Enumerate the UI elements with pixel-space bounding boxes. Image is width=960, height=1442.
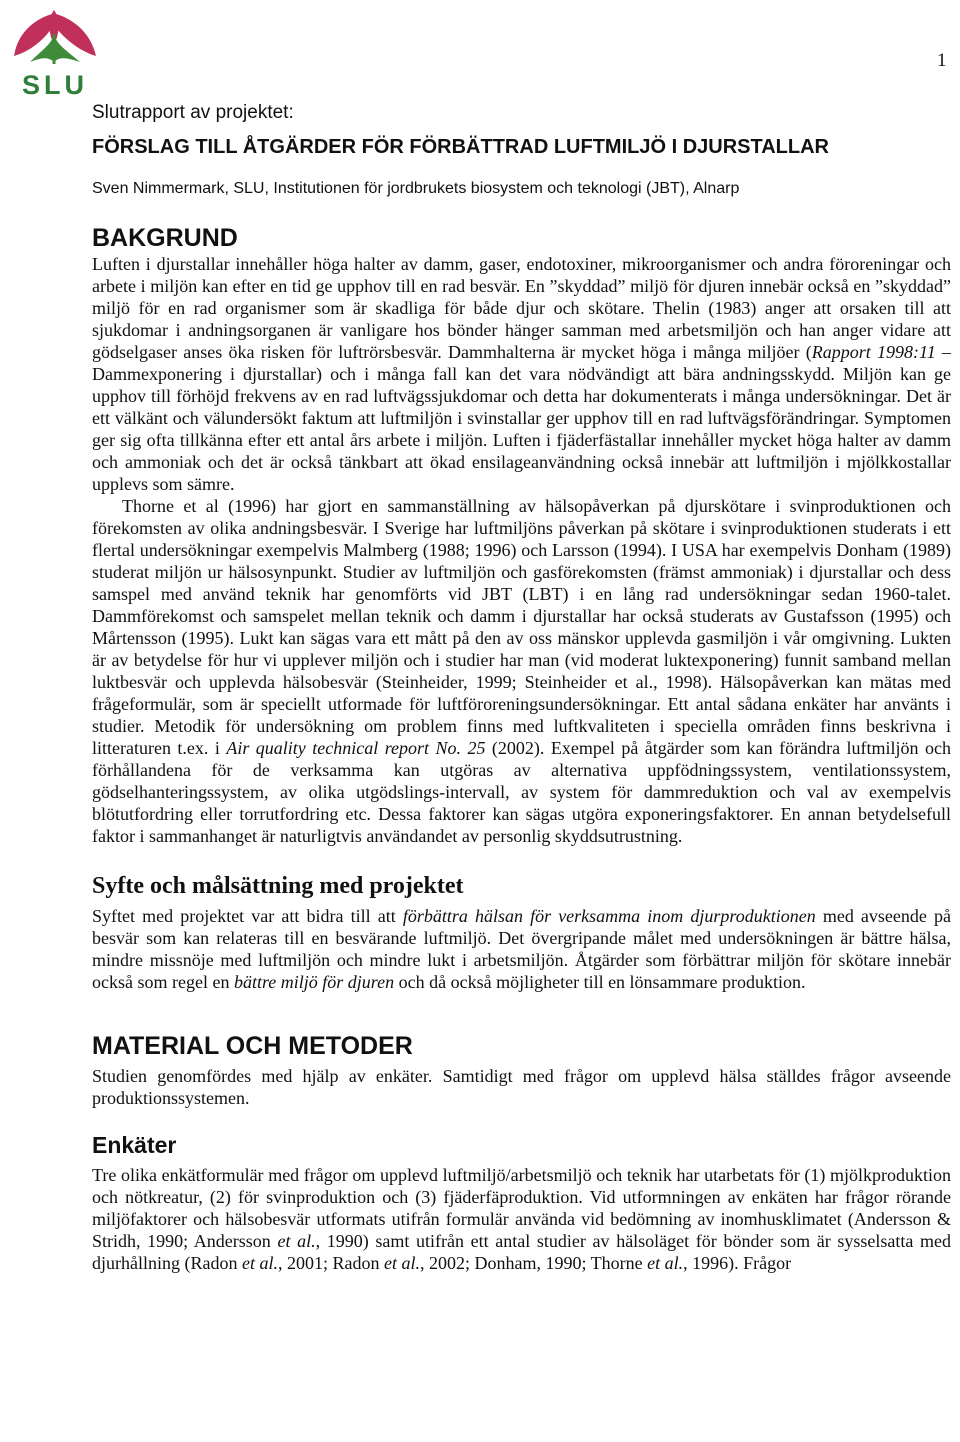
report-kicker: Slutrapport av projektet: — [92, 102, 294, 123]
heading-material: MATERIAL OCH METODER — [92, 1032, 413, 1060]
heading-enkater: Enkäter — [92, 1132, 177, 1158]
paragraph-syfte-1: Syftet med projektet var att bidra till att förbättra hälsan för verksamma inom djurproduktionen med avseende på besvär som kan relateras till en besvärande luftmiljö. Det övergripande målet med undersökningen är bättre hälsa, mindre missnöje med luftmiljön och mindre lukt i arbetsmiljön. Åtgärder som förbättrar miljön för skötare innebär också som regel en bättre miljö för djuren och då också möjligheter till en lönsammare produktion. — [92, 906, 951, 992]
report-title: FÖRSLAG TILL ÅTGÄRDER FÖR FÖRBÄTTRAD LUFTMILJÖ I DJURSTALLAR — [92, 136, 829, 158]
paragraph-material-1: Studien genomfördes med hjälp av enkäter. Samtidigt med frågor om upplevd hälsa ställdes frågor avseende produktionssystemen. — [92, 1066, 951, 1108]
document-body — [92, 100, 951, 1274]
heading-syfte: Syfte och målsättning med projektet — [92, 873, 464, 899]
slu-logo — [8, 4, 102, 98]
heading-bakgrund: BAKGRUND — [92, 224, 238, 252]
paragraph-enkater-1: Tre olika enkätformulär med frågor om upplevd luftmiljö/arbetsmiljö och teknik har utarbetats för (1) mjölkproduktion och nötkreatur, (2) för svinproduktion och (3) fjäderfäproduktion. Vid utformningen av enkäten har frågor rörande miljöfaktorer och hälsobesvär utformats utifrån formulär använda vid bedömning av inomhusklimatet (Andersson & Stridh, 1990; Andersson et al., 1990) samt utifrån ett antal studier av hälsoläget för bönder som är sysselsatta med djurhållning (Radon et al., 2001; Radon et al., 2002; Donham, 1990; Thorne et al., 1996). Frågor — [92, 1165, 951, 1273]
paragraph-bakgrund-2: Thorne et al (1996) har gjort en sammanställning av hälsopåverkan på djurskötare i svinproduktionen och förekomsten av olika andningsbesvär. I Sverige har luftmiljöns påverkan på skötare i svinproduktionen studerats i ett flertal undersökningar exempelvis Malmberg (1988; 1996) och Larsson (1994). I USA har exempelvis Donham (1989) studerat miljön ur hälsosynpunkt. Studier av luftmiljön och gasförekomsten (främst ammoniak) i djurstallar och dess samspel med använd teknik har genomförts vid JBT (LBT) i en lång rad undersökningar sedan 1960-talet. Dammförekomst och samspelet mellan teknik och damm i djurstallar har också studerats av Gustafsson (1995) och Mårtensson (1995). Lukt kan sägas vara ett mått på den av oss mänskor upplevda gasmiljön i vår omgivning. Lukten är av betydelse för hur vi upplever miljön och i studier har man (vid moderat luktexponering) funnit samband mellan luktbesvär och upplevda hälsobesvär (Steinheider, 1999; Steinheider et al., 1998). Hälsopåverkan kan mätas med frågeformulär, som är speciellt utformade för luftföroreningsundersökningar. Ett antal sådana enkäter har använts i studier. Metodik för undersökning om problem finns med luftkvaliteten i speciella områden finns beskrivna i litteraturen t.ex. i Air quality technical report No. 25 (2002). Exempel på åtgärder som kan förändra luftmiljön och förhållandena för de verksamma kan utgöras av alternativa uppfödningssystem, ventilationssystem, gödselhanteringssystem, av olika utgödslings-intervall, av system för dammreduktion och val av exempelvis blötutfordring eller torrutfordring etc. Dessa faktorer kan sägas utgöra exponeringsfaktorer. En annan betydelsefull faktor i sammanhanget är naturligtvis användandet av personlig skyddsutrustning. — [92, 496, 951, 846]
page-number: 1 — [937, 50, 947, 71]
paragraph-bakgrund-1: Luften i djurstallar innehåller höga halter av damm, gaser, endotoxiner, mikroorganismer och andra föroreningar och arbete i miljön kan efter en tid ge upphov till en rad besvär. En ”skyddad” miljö för djuren innebär också en ”skyddad” miljö för en rad organismer som är skadliga för både djur och skötare. Thelin (1983) anger att orsaken till att sjukdomar i andningsorganen är vanligare hos bönder hänger samman med arbetsmiljön och han anger vidare att gödselgaser anses öka risken för luftrörsbesvär. Dammhalterna är mycket höga i många miljöer (Rapport 1998:11 –Dammexponering i djurstallar) och i många fall kan det vara nödvändigt att bära andningsskydd. Miljön kan ge upphov till förhöjd frekvens av en rad luftvägssjukdomar och detta har dokumenterats i många undersökningar. Det är ett välkänt och välundersökt faktum att luftmiljön i svinstallar ger upphov till en rad luftvägsförändringar. Symptomen ger sig ofta tillkänna efter ett antal års arbete i miljön. Luften i fjäderfästallar innehåller mycket höga halter av damm och ammoniak och det är också tänkbart att ökad ensilageanvändning också innebär att luftmiljön i mjölkkostallar upplevs som sämre. — [92, 254, 951, 494]
authors-line: Sven Nimmermark, SLU, Institutionen för jordbrukets biosystem och teknologi (JBT), Alnarp — [92, 180, 740, 197]
logo-text: SLU — [22, 70, 88, 98]
